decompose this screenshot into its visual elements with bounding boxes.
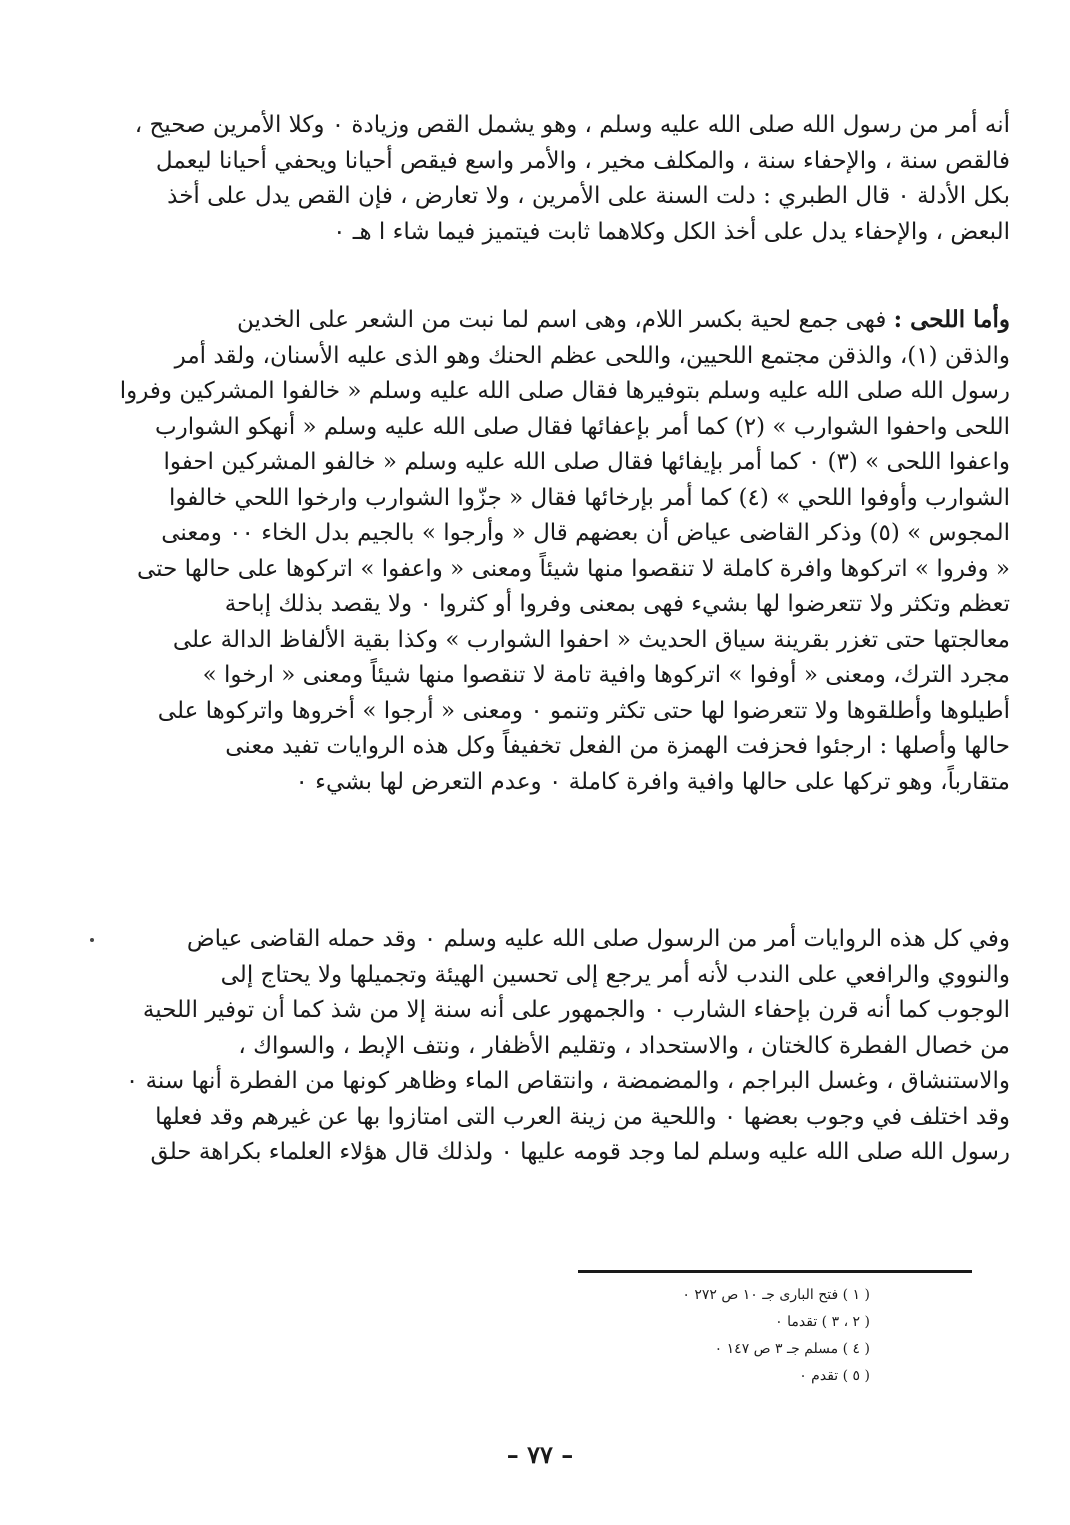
page-number: – ٧٧ –	[506, 1440, 574, 1469]
text-line: رسول الله صلى الله عليه وسلم بتوفيرها فقال صلى الله عليه وسلم « خالفوا المشركين وفروا	[119, 378, 1010, 404]
paragraph-2	[119, 302, 1010, 800]
footnote-4: ( ٤ ) مسلم جـ ٣ ص ١٤٧ ٠	[714, 1341, 870, 1357]
text-line: والاستنشاق ، وغسل البراجم ، والمضمضة ، وانتقاص الماء وظاهر كونها من الفطرة أنها سنة ٠	[125, 1068, 1010, 1094]
text-line: من خصال الفطرة كالختان ، والاستحداد ، وتقليم الأظفار ، ونتف الإبط ، والسواك ،	[238, 1032, 1010, 1059]
text-line: رسول الله صلى الله عليه وسلم لما وجد قومه عليها ٠ ولذلك قال هؤلاء العلماء بكراهة حلق	[150, 1139, 1010, 1165]
footnote-1: ( ١ ) فتح البارى جـ ١٠ ص ٢٧٢ ٠	[682, 1287, 870, 1303]
text-line: حالها وأصلها : ارجئوا فحزفت الهمزة من الفعل تخفيفاً وكل هذه الروايات تفيد معنى	[225, 733, 1010, 759]
text-line: الشوارب وأوفوا اللحي » (٤) كما أمر بإرخائها فقال « جزّوا الشوارب وارخوا اللحي خالفوا	[168, 484, 1010, 511]
text-line: مجرد الترك، ومعنى « أوفوا » اتركوها وافية تامة لا تنقصوا منها شيئاً ومعنى « ارخوا »	[202, 662, 1010, 688]
text-line: فالقص سنة ، والإحفاء سنة ، والمكلف مخير ، والأمر واسع فيقص أحيانا ويحفي أحيانا ليعمل	[155, 147, 1010, 174]
text-line: بكل الأدلة ٠ قال الطبري : دلت السنة على الأمرين ، ولا تعارض ، فإن القص يدل على أخذ	[167, 183, 1010, 209]
paragraph-3	[125, 922, 1010, 1171]
footnote-2-3: ( ٢ ، ٣ ) تقدما ٠	[775, 1314, 870, 1330]
text-line-rest: فهى جمع لحية بكسر اللام، وهى اسم لما نبت من الشعر على الخدين	[236, 307, 887, 333]
text-line: تعظم وتكثر ولا تتعرضوا لها بشيء فهى بمعنى وفروا أو كثروا ٠ ولا يقصد بذلك إباحة	[224, 591, 1010, 617]
text-line: وقد اختلف في وجوب بعضها ٠ واللحية من زينة العرب التى امتازوا بها عن غيرهم وقد فعلها	[155, 1103, 1010, 1130]
text-line	[130, 302, 1010, 339]
text-line: أنه أمر من رسول الله صلى الله عليه وسلم ، وهو يشمل القص وزيادة ٠ وكلا الأمرين صحيح ،	[134, 112, 1010, 138]
print-speck	[90, 938, 94, 942]
footnotes	[560, 1282, 970, 1390]
footnote-5: ( ٥ ) تقدم ٠	[799, 1368, 870, 1384]
text-line: اللحى واحفوا الشوارب » (٢) كما أمر بإعفائها فقال صلى الله عليه وسلم « أنهكو الشوارب	[155, 413, 1010, 440]
text-line: والذقن (١)، والذقن مجتمع اللحيين، واللحى عظم الحنك وهو الذى عليه الأسنان، ولقد أمر	[174, 342, 1010, 369]
text-line: واعفوا اللحى » (٣) ٠ كما أمر بإيفائها فقال صلى الله عليه وسلم « خالفو المشركين احفوا	[163, 449, 1010, 475]
paragraph-lead-heading: وأما اللحى :	[893, 306, 1010, 333]
text-line: متقارباً، وهو تركها على حالها وافية وافرة كاملة ٠ وعدم التعرض لها بشيء ٠	[295, 768, 1010, 795]
text-line: معالجتها حتى تغزر بقرينة سياق الحديث « احفوا الشوارب » وكذا بقية الألفاظ الدالة على	[172, 626, 1010, 653]
text-line: « وفروا » اتركوها وافرة كاملة لا تنقصوا منها شيئاً ومعنى « واعفوا » اتركوها على حالها حتى	[136, 555, 1010, 582]
text-line: وفي كل هذه الروايات أمر من الرسول صلى الله عليه وسلم ٠ وقد حمله القاضى عياض	[186, 926, 1010, 952]
text-line: الوجوب كما أنه قرن بإحفاء الشارب ٠ والجمهور على أنه سنة إلا من شذ كما أن توفير اللحية	[142, 997, 1010, 1023]
paragraph-1	[130, 108, 1010, 250]
text-line: والنووي والرافعي على الندب لأنه أمر يرجع إلى تحسين الهيئة وتجميلها ولا يحتاج إلى	[220, 961, 1010, 988]
text-line: أطيلوها وأطلقوها ولا تتعرضوا لها حتى تكثر وتنمو ٠ ومعنى « أرجوا » أخروها واتركوها على	[157, 697, 1010, 724]
footnote-separator	[578, 1270, 972, 1273]
text-line: البعض ، والإحفاء يدل على أخذ الكل وكلاهما ثابت فيتميز فيما شاء ا هـ ٠	[333, 218, 1010, 245]
text-line: المجوس » (٥) وذكر القاضى عياض أن بعضهم قال « وأرجوا » بالجيم بدل الخاء ٠٠ ومعنى	[161, 520, 1010, 546]
